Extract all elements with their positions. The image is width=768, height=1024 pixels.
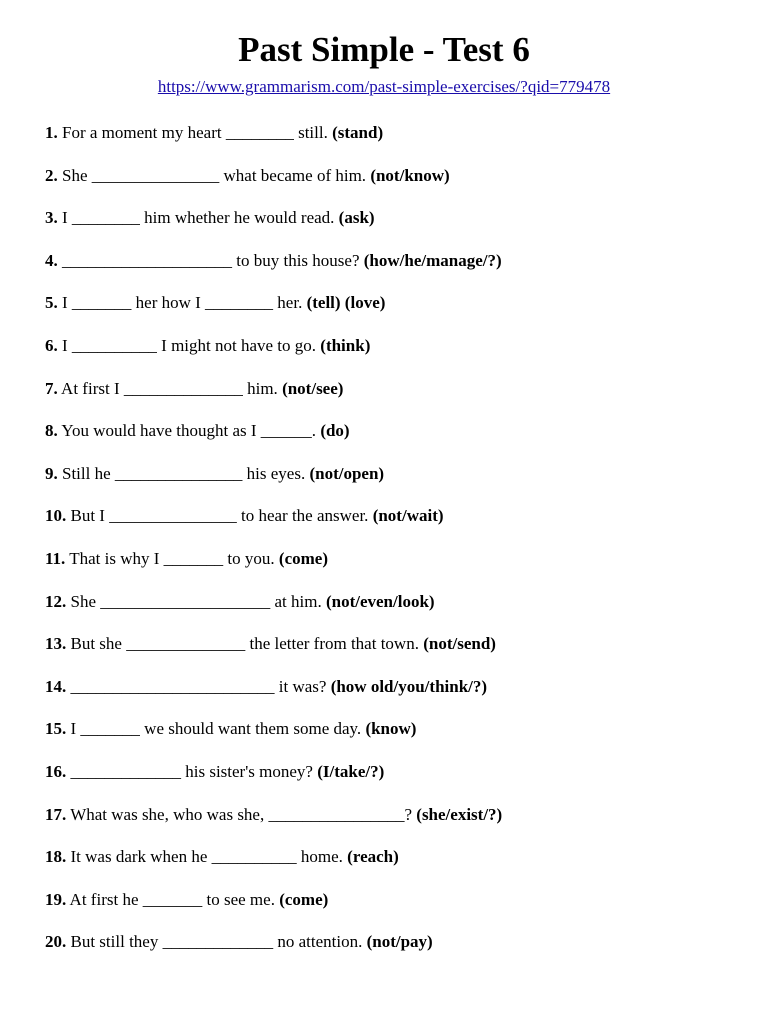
question-item [45,377,745,420]
question-list [45,121,745,973]
verb-hint: (tell) (love) [306,293,386,313]
verb-hint: (stand) [332,123,384,142]
verb-hint: (she/exist/?) [416,804,503,824]
question-number: 5. [45,293,58,313]
question-number: 16. [45,761,67,781]
verb-hint: (do) [320,421,350,441]
verb-hint: (come) [278,548,328,568]
question-number: 4. [45,250,58,270]
verb-hint: (not/pay) [366,932,433,952]
question-item [45,547,745,590]
verb-hint: (come) [279,889,329,909]
question-number: 14. [45,676,67,696]
question-item [45,504,745,547]
question-number: 11. [45,548,66,568]
question-number: 17. [45,804,67,824]
question-number: 8. [45,421,58,441]
question-item [45,803,745,846]
question-text: It was dark when he __________ home. [66,847,348,867]
question-item [45,888,745,931]
question-text: That is why I _______ to you. [65,548,279,568]
question-item [45,291,745,334]
question-text: At first he _______ to see me. [66,889,280,909]
verb-hint: (not/know) [370,165,450,185]
question-text: ________________________ it was? [66,676,331,696]
question-text: What was she, who was she, ________________? [66,804,417,824]
question-number: 2. [45,165,58,185]
question-number: 12. [45,591,67,611]
question-number: 20. [45,932,67,952]
question-item [45,206,745,249]
question-text: She _______________ what became of him. [57,165,371,185]
question-text: I __________ I might not have to go. [57,335,321,355]
question-text: I _______ we should want them some day. [66,719,366,739]
question-item [45,462,745,505]
question-text: ____________________ to buy this house? [57,250,364,270]
verb-hint: (I/take/?) [317,761,385,781]
verb-hint: (ask) [338,208,375,228]
question-number: 6. [45,335,58,355]
question-item [45,717,745,760]
verb-hint: (not/even/look) [325,591,435,611]
question-text: But still they _____________ no attention. [66,932,367,952]
source-link-container [0,77,768,97]
question-number: 3. [45,208,58,228]
page-title: Past Simple - Test 6 [238,30,530,69]
question-number: 9. [45,463,58,483]
question-text: She ____________________ at him. [66,591,326,611]
question-number: 7. [45,378,58,398]
verb-hint: (not/see) [282,378,344,398]
verb-hint: (not/wait) [372,506,444,526]
question-text: I ________ him whether he would read. [57,208,339,228]
verb-hint: (not/send) [423,634,496,654]
question-text: But I _______________ to hear the answer. [66,506,373,526]
question-item [45,845,745,888]
question-text: You would have thought as I ______. [57,421,321,441]
question-text: At first I ______________ him. [57,378,283,398]
question-item [45,121,745,164]
question-text: I _______ her how I ________ her. [57,293,307,313]
question-item [45,930,745,973]
question-item [45,632,745,675]
question-text: For a moment my heart ________ still. [57,123,333,142]
question-number: 10. [45,506,67,526]
verb-hint: (know) [365,719,417,739]
verb-hint: (not/open) [309,463,385,483]
question-text: But she ______________ the letter from that town. [66,634,424,654]
verb-hint: (how old/you/think/?) [330,676,488,696]
question-number: 18. [45,847,67,867]
question-number: 19. [45,889,67,909]
question-number: 15. [45,719,67,739]
question-item [45,590,745,633]
question-item [45,419,745,462]
question-item [45,760,745,803]
question-text: _____________ his sister's money? [66,761,318,781]
verb-hint: (think) [320,335,371,355]
question-number: 1. [45,123,58,142]
question-text: Still he _______________ his eyes. [57,463,310,483]
question-number: 13. [45,634,67,654]
verb-hint: (reach) [347,847,399,867]
question-item [45,164,745,207]
verb-hint: (how/he/manage/?) [363,250,502,270]
question-item [45,249,745,292]
question-item [45,675,745,718]
question-item [45,334,745,377]
source-link[interactable]: https://www.grammarism.com/past-simple-exercises/?qid=779478 [157,77,611,96]
